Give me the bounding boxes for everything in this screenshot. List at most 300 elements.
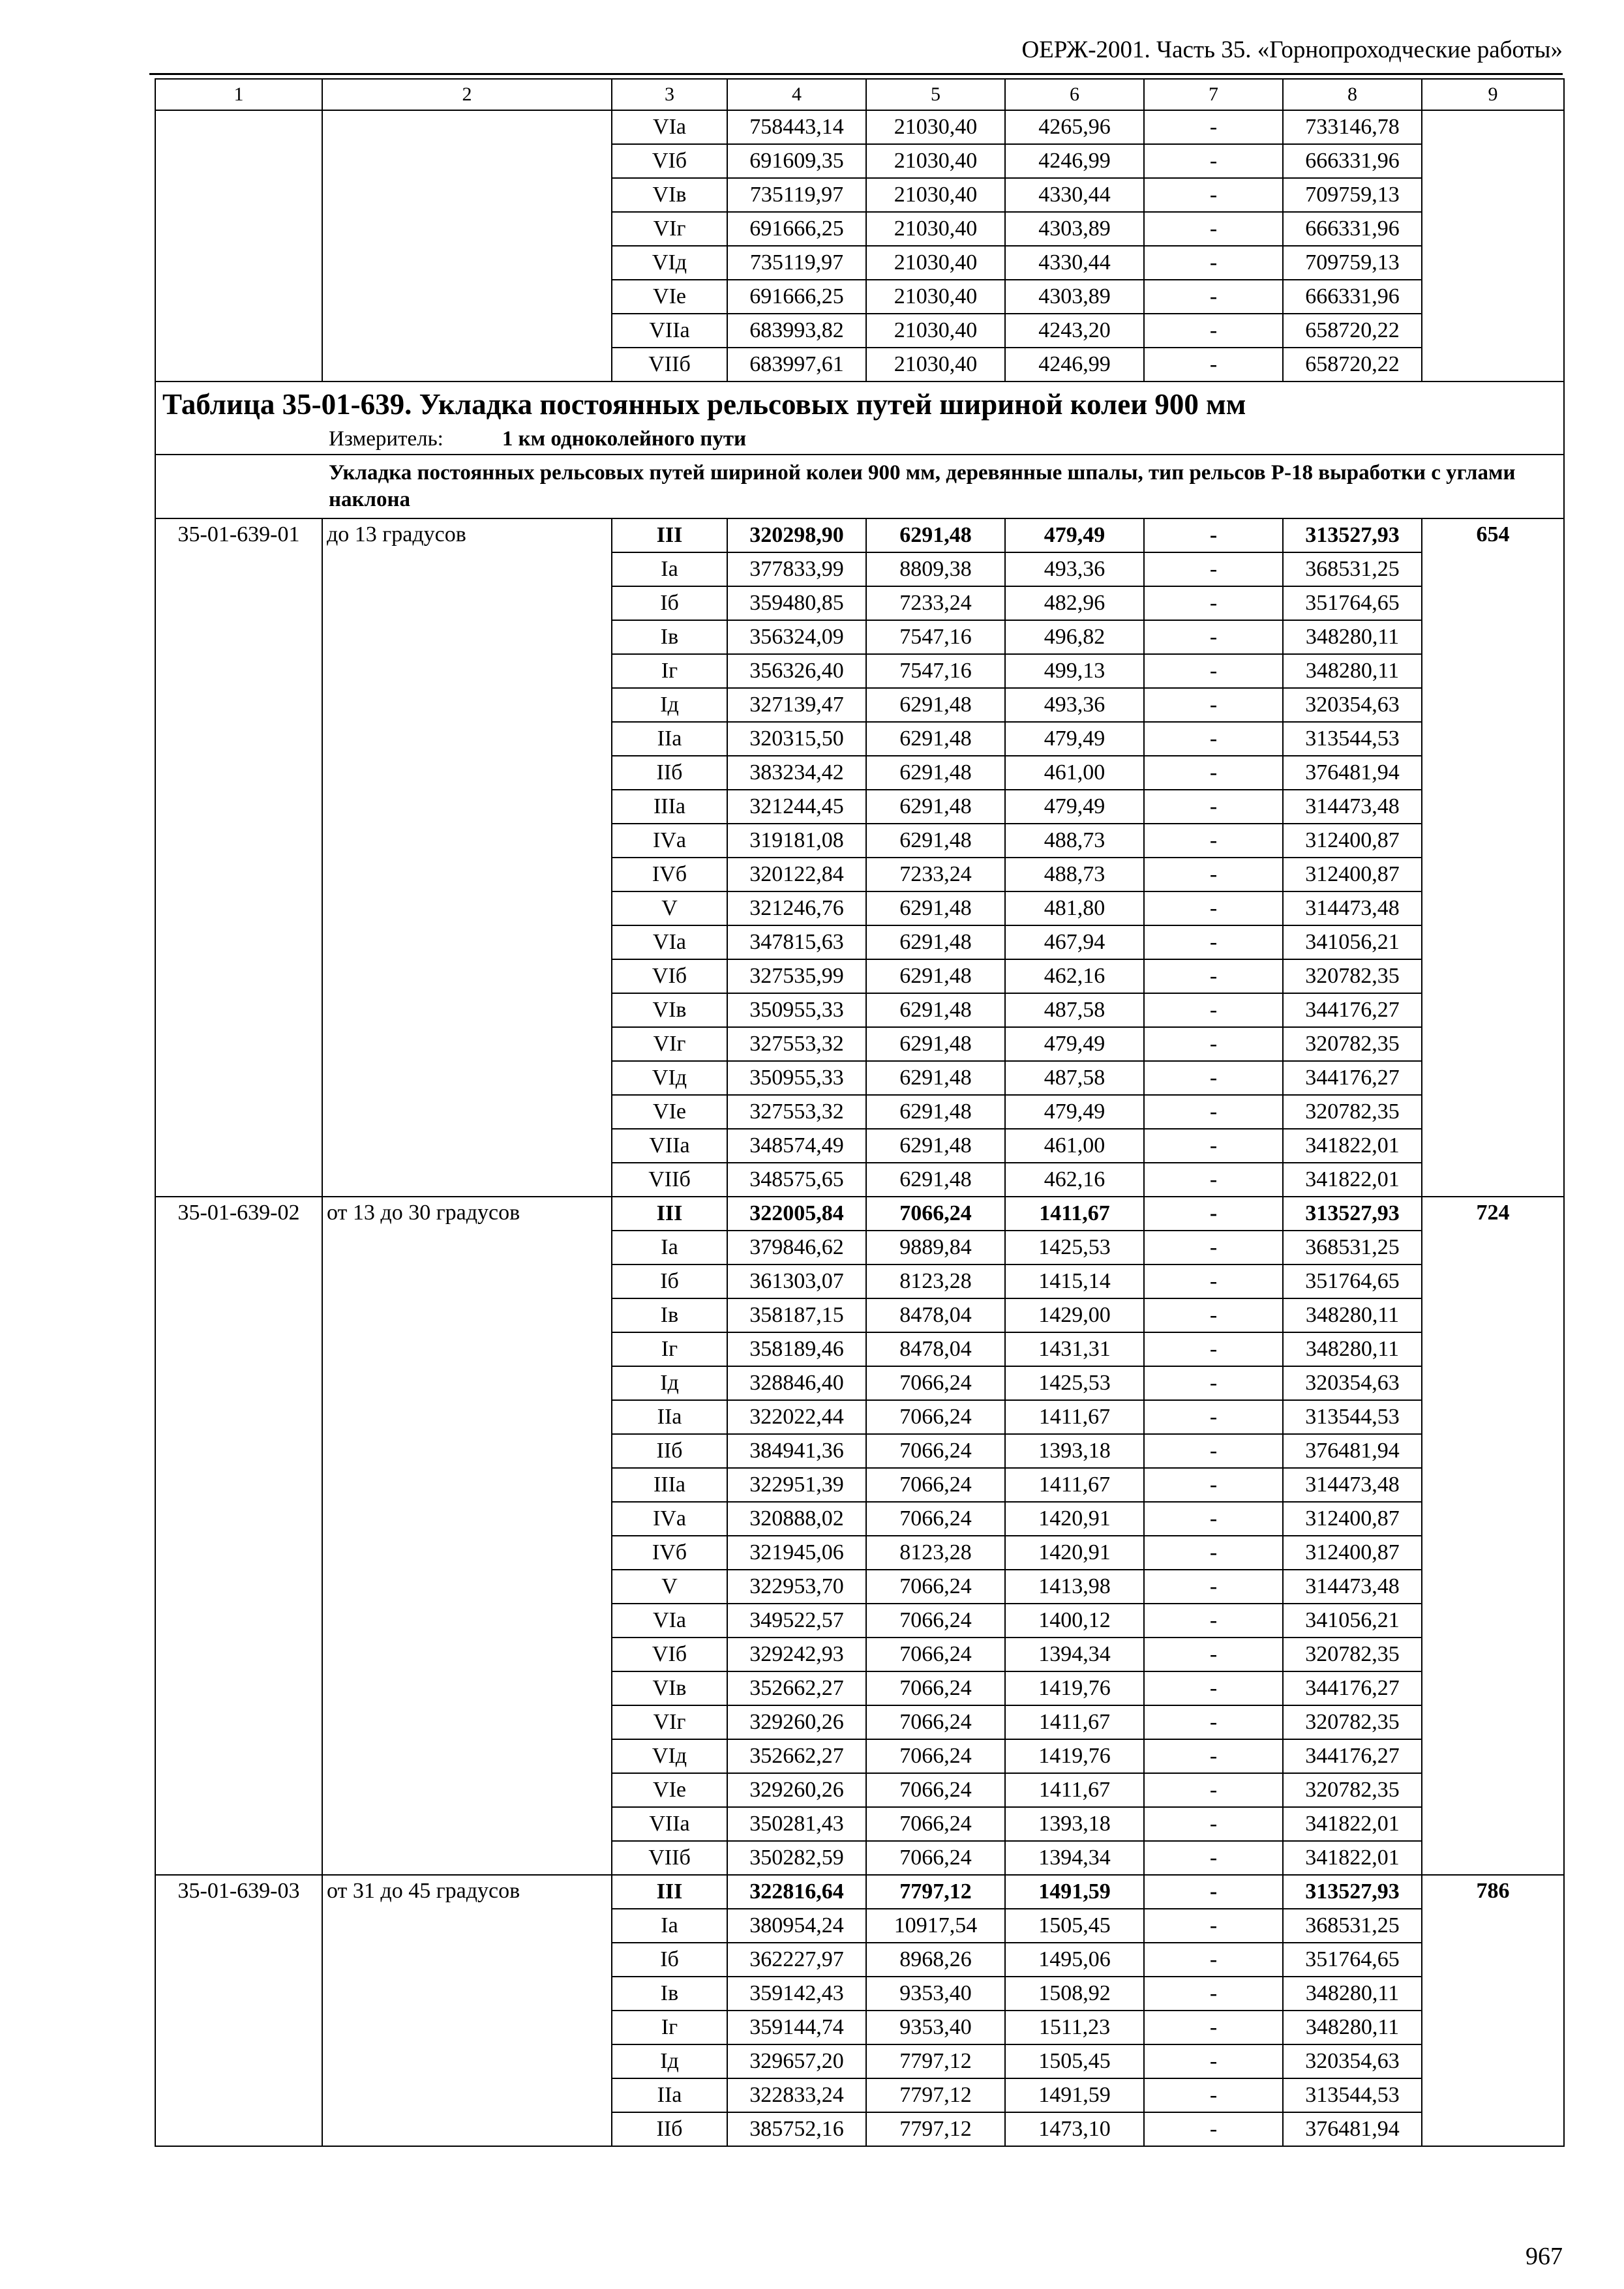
value-cell: 329260,26 (727, 1773, 866, 1807)
value-cell: - (1144, 1163, 1283, 1197)
value-cell: Iб (612, 1943, 727, 1977)
value-cell: 658720,22 (1283, 314, 1422, 348)
value-cell: 9353,40 (866, 2011, 1005, 2044)
value-cell: 1505,45 (1005, 1909, 1144, 1943)
value-cell: - (1144, 688, 1283, 722)
value-cell: - (1144, 144, 1283, 178)
value-cell: - (1144, 654, 1283, 688)
value-cell: 21030,40 (866, 280, 1005, 314)
value-cell: 384941,36 (727, 1434, 866, 1468)
extra-cell (1422, 110, 1564, 382)
value-cell: 1508,92 (1005, 1977, 1144, 2011)
value-cell: - (1144, 1061, 1283, 1095)
value-cell: VIг (612, 212, 727, 246)
value-cell: 461,00 (1005, 756, 1144, 790)
value-cell: 462,16 (1005, 1163, 1144, 1197)
value-cell: - (1144, 1638, 1283, 1671)
value-cell: 322816,64 (727, 1875, 866, 1909)
value-cell: 359144,74 (727, 2011, 866, 2044)
value-cell: 4243,20 (1005, 314, 1144, 348)
value-cell: - (1144, 1570, 1283, 1604)
value-cell: 328846,40 (727, 1366, 866, 1400)
value-cell: 329242,93 (727, 1638, 866, 1671)
value-cell: - (1144, 1705, 1283, 1739)
extra-cell: 654 (1422, 518, 1564, 1197)
value-cell: 9889,84 (866, 1231, 1005, 1264)
value-cell: 8123,28 (866, 1536, 1005, 1570)
value-cell: 314473,48 (1283, 790, 1422, 824)
value-cell: 1491,59 (1005, 1875, 1144, 1909)
value-cell: 666331,96 (1283, 212, 1422, 246)
value-cell: 8478,04 (866, 1298, 1005, 1332)
value-cell: 733146,78 (1283, 110, 1422, 144)
value-cell: 356324,09 (727, 620, 866, 654)
value-cell: 1400,12 (1005, 1604, 1144, 1638)
value-cell: 1411,67 (1005, 1197, 1144, 1231)
value-cell: 358187,15 (727, 1298, 866, 1332)
value-cell: - (1144, 552, 1283, 586)
value-cell: 21030,40 (866, 110, 1005, 144)
value-cell: 488,73 (1005, 858, 1144, 891)
value-cell: 1425,53 (1005, 1231, 1144, 1264)
value-cell: 362227,97 (727, 1943, 866, 1977)
value-cell: Iб (612, 1264, 727, 1298)
value-cell: 7066,24 (866, 1400, 1005, 1434)
value-cell: 350955,33 (727, 1061, 866, 1095)
value-cell: 1419,76 (1005, 1739, 1144, 1773)
value-cell: 312400,87 (1283, 858, 1422, 891)
value-cell: VIа (612, 925, 727, 959)
value-cell: 352662,27 (727, 1671, 866, 1705)
value-cell: 7066,24 (866, 1671, 1005, 1705)
value-cell: 383234,42 (727, 756, 866, 790)
column-number: 5 (866, 79, 1005, 110)
value-cell: - (1144, 722, 1283, 756)
value-cell: 320782,35 (1283, 1773, 1422, 1807)
value-cell: - (1144, 1095, 1283, 1129)
code-cell: 35-01-639-03 (155, 1875, 322, 2146)
value-cell: 1420,91 (1005, 1502, 1144, 1536)
value-cell: 352662,27 (727, 1739, 866, 1773)
header-rule (149, 73, 1563, 75)
value-cell: 327535,99 (727, 959, 866, 993)
extra-cell: 724 (1422, 1197, 1564, 1875)
desc-cell (322, 110, 612, 382)
column-number-row (155, 79, 1564, 110)
value-cell: - (1144, 586, 1283, 620)
desc-cell: от 13 до 30 градусов (322, 1197, 612, 1875)
value-cell: 499,13 (1005, 654, 1144, 688)
value-cell: 320782,35 (1283, 959, 1422, 993)
value-cell: 1411,67 (1005, 1400, 1144, 1434)
value-cell: 4265,96 (1005, 110, 1144, 144)
value-cell: 6291,48 (866, 1061, 1005, 1095)
value-cell: - (1144, 756, 1283, 790)
value-cell: 314473,48 (1283, 891, 1422, 925)
value-cell: 6291,48 (866, 1027, 1005, 1061)
value-cell: 4246,99 (1005, 348, 1144, 382)
value-cell: VIа (612, 110, 727, 144)
value-cell: 7066,24 (866, 1705, 1005, 1739)
column-number: 8 (1283, 79, 1422, 110)
value-cell: IVа (612, 1502, 727, 1536)
value-cell: 312400,87 (1283, 824, 1422, 858)
value-cell: VIIб (612, 1163, 727, 1197)
value-cell: 4246,99 (1005, 144, 1144, 178)
value-cell: III (612, 1875, 727, 1909)
value-cell: 348575,65 (727, 1163, 866, 1197)
value-cell: - (1144, 246, 1283, 280)
value-cell: 21030,40 (866, 348, 1005, 382)
value-cell: Iг (612, 2011, 727, 2044)
value-cell: 487,58 (1005, 993, 1144, 1027)
value-cell: 7066,24 (866, 1468, 1005, 1502)
measure-label: Измеритель: (329, 427, 444, 451)
value-cell: 481,80 (1005, 891, 1144, 925)
value-cell: 348280,11 (1283, 654, 1422, 688)
value-cell: 380954,24 (727, 1909, 866, 1943)
value-cell: - (1144, 348, 1283, 382)
value-cell: VIг (612, 1705, 727, 1739)
value-cell: Iв (612, 1298, 727, 1332)
value-cell: VIIб (612, 348, 727, 382)
value-cell: IVа (612, 824, 727, 858)
value-cell: VIв (612, 1671, 727, 1705)
value-cell: 1411,67 (1005, 1705, 1144, 1739)
table-row (155, 1875, 1564, 1909)
measure-row (155, 425, 1564, 455)
value-cell: 349522,57 (727, 1604, 866, 1638)
value-cell: 6291,48 (866, 688, 1005, 722)
value-cell: IIIа (612, 1468, 727, 1502)
value-cell: 348280,11 (1283, 1977, 1422, 2011)
value-cell: 1413,98 (1005, 1570, 1144, 1604)
value-cell: 344176,27 (1283, 1739, 1422, 1773)
value-cell: 350281,43 (727, 1807, 866, 1841)
value-cell: 344176,27 (1283, 1061, 1422, 1095)
value-cell: Iв (612, 1977, 727, 2011)
value-cell: 1505,45 (1005, 2044, 1144, 2078)
value-cell: 341822,01 (1283, 1163, 1422, 1197)
value-cell: 322005,84 (727, 1197, 866, 1231)
value-cell: 666331,96 (1283, 144, 1422, 178)
value-cell: 7797,12 (866, 2112, 1005, 2146)
value-cell: 348280,11 (1283, 1298, 1422, 1332)
value-cell: 350282,59 (727, 1841, 866, 1875)
value-cell: 379846,62 (727, 1231, 866, 1264)
value-cell: 7066,24 (866, 1604, 1005, 1638)
value-cell: 6291,48 (866, 925, 1005, 959)
value-cell: 356326,40 (727, 654, 866, 688)
table-title: Таблица 35-01-639. Укладка постоянных рельсовых путей шириной колеи 900 мм (155, 382, 1564, 425)
value-cell: - (1144, 2044, 1283, 2078)
value-cell: Iг (612, 654, 727, 688)
value-cell: 4330,44 (1005, 246, 1144, 280)
value-cell: 8123,28 (866, 1264, 1005, 1298)
value-cell: 479,49 (1005, 1095, 1144, 1129)
value-cell: 4330,44 (1005, 178, 1144, 212)
value-cell: 8809,38 (866, 552, 1005, 586)
value-cell: III (612, 518, 727, 552)
value-cell: 1419,76 (1005, 1671, 1144, 1705)
desc-cell: до 13 градусов (322, 518, 612, 1197)
value-cell: 320782,35 (1283, 1705, 1422, 1739)
value-cell: 322022,44 (727, 1400, 866, 1434)
value-cell: 322953,70 (727, 1570, 866, 1604)
value-cell: - (1144, 1264, 1283, 1298)
value-cell: 313544,53 (1283, 1400, 1422, 1434)
section-title: Укладка постоянных рельсовых путей шириной колеи 900 мм, деревянные шпалы, тип рельсов Р-18 выработки с углами наклона (155, 455, 1564, 518)
value-cell: VIа (612, 1604, 727, 1638)
value-cell: 6291,48 (866, 790, 1005, 824)
value-cell: 9353,40 (866, 1977, 1005, 2011)
value-cell: 487,58 (1005, 1061, 1144, 1095)
value-cell: 493,36 (1005, 552, 1144, 586)
value-cell: - (1144, 1332, 1283, 1366)
value-cell: 7066,24 (866, 1841, 1005, 1875)
value-cell: V (612, 1570, 727, 1604)
value-cell: 6291,48 (866, 1095, 1005, 1129)
value-cell: Iа (612, 552, 727, 586)
value-cell: 7066,24 (866, 1739, 1005, 1773)
value-cell: - (1144, 1807, 1283, 1841)
value-cell: 320782,35 (1283, 1095, 1422, 1129)
value-cell: - (1144, 1434, 1283, 1468)
value-cell: - (1144, 1129, 1283, 1163)
value-cell: 7233,24 (866, 858, 1005, 891)
value-cell: 758443,14 (727, 110, 866, 144)
value-cell: - (1144, 824, 1283, 858)
value-cell: 467,94 (1005, 925, 1144, 959)
value-cell: 6291,48 (866, 891, 1005, 925)
value-cell: Iг (612, 1332, 727, 1366)
value-cell: 313527,93 (1283, 518, 1422, 552)
value-cell: - (1144, 1366, 1283, 1400)
value-cell: 1511,23 (1005, 2011, 1144, 2044)
value-cell: 361303,07 (727, 1264, 866, 1298)
value-cell: 358189,46 (727, 1332, 866, 1366)
value-cell: 8968,26 (866, 1943, 1005, 1977)
value-cell: 709759,13 (1283, 246, 1422, 280)
value-cell: 368531,25 (1283, 552, 1422, 586)
value-cell: 496,82 (1005, 620, 1144, 654)
value-cell: IIб (612, 1434, 727, 1468)
value-cell: 1420,91 (1005, 1536, 1144, 1570)
value-cell: 368531,25 (1283, 1231, 1422, 1264)
value-cell: 312400,87 (1283, 1536, 1422, 1570)
value-cell: - (1144, 1909, 1283, 1943)
value-cell: 312400,87 (1283, 1502, 1422, 1536)
value-cell: VIе (612, 1095, 727, 1129)
value-cell: 6291,48 (866, 993, 1005, 1027)
value-cell: VIIа (612, 1807, 727, 1841)
value-cell: 320782,35 (1283, 1638, 1422, 1671)
value-cell: - (1144, 1671, 1283, 1705)
value-cell: 8478,04 (866, 1332, 1005, 1366)
value-cell: 488,73 (1005, 824, 1144, 858)
value-cell: - (1144, 858, 1283, 891)
value-cell: 1393,18 (1005, 1434, 1144, 1468)
value-cell: - (1144, 280, 1283, 314)
value-cell: - (1144, 1977, 1283, 2011)
value-cell: 7797,12 (866, 1875, 1005, 1909)
column-number: 7 (1144, 79, 1283, 110)
value-cell: 377833,99 (727, 552, 866, 586)
value-cell: IVб (612, 1536, 727, 1570)
value-cell: 7233,24 (866, 586, 1005, 620)
value-cell: Iд (612, 688, 727, 722)
value-cell: 313544,53 (1283, 2078, 1422, 2112)
value-cell: 359142,43 (727, 1977, 866, 2011)
value-cell: - (1144, 1231, 1283, 1264)
value-cell: - (1144, 178, 1283, 212)
column-number: 2 (322, 79, 612, 110)
value-cell: 320782,35 (1283, 1027, 1422, 1061)
value-cell: - (1144, 1604, 1283, 1638)
table-row (155, 110, 1564, 144)
value-cell: III (612, 1197, 727, 1231)
value-cell: 350955,33 (727, 993, 866, 1027)
value-cell: - (1144, 1027, 1283, 1061)
value-cell: 320354,63 (1283, 688, 1422, 722)
value-cell: IVб (612, 858, 727, 891)
table-body (155, 79, 1564, 2146)
rates-table (155, 78, 1565, 2147)
value-cell: - (1144, 518, 1283, 552)
value-cell: - (1144, 925, 1283, 959)
value-cell: 385752,16 (727, 2112, 866, 2146)
value-cell: 21030,40 (866, 212, 1005, 246)
value-cell: - (1144, 1875, 1283, 1909)
value-cell: 462,16 (1005, 959, 1144, 993)
value-cell: 10917,54 (866, 1909, 1005, 1943)
value-cell: 21030,40 (866, 314, 1005, 348)
value-cell: - (1144, 1468, 1283, 1502)
value-cell: VIд (612, 246, 727, 280)
value-cell: 1411,67 (1005, 1468, 1144, 1502)
page-number: 967 (1526, 2243, 1563, 2270)
value-cell: 1393,18 (1005, 1807, 1144, 1841)
value-cell: 327139,47 (727, 688, 866, 722)
value-cell: 320298,90 (727, 518, 866, 552)
value-cell: - (1144, 2112, 1283, 2146)
value-cell: 1411,67 (1005, 1773, 1144, 1807)
value-cell: 314473,48 (1283, 1468, 1422, 1502)
value-cell: - (1144, 1739, 1283, 1773)
value-cell: 1415,14 (1005, 1264, 1144, 1298)
column-number: 9 (1422, 79, 1564, 110)
code-cell (155, 110, 322, 382)
value-cell: 6291,48 (866, 824, 1005, 858)
value-cell: 479,49 (1005, 1027, 1144, 1061)
value-cell: 6291,48 (866, 722, 1005, 756)
value-cell: VIд (612, 1061, 727, 1095)
value-cell: - (1144, 620, 1283, 654)
value-cell: 348280,11 (1283, 2011, 1422, 2044)
value-cell: 321945,06 (727, 1536, 866, 1570)
column-number: 3 (612, 79, 727, 110)
value-cell: 6291,48 (866, 1163, 1005, 1197)
value-cell: 7066,24 (866, 1773, 1005, 1807)
value-cell: 319181,08 (727, 824, 866, 858)
value-cell: 709759,13 (1283, 178, 1422, 212)
value-cell: 351764,65 (1283, 586, 1422, 620)
value-cell: 348280,11 (1283, 620, 1422, 654)
value-cell: 314473,48 (1283, 1570, 1422, 1604)
value-cell: 376481,94 (1283, 2112, 1422, 2146)
value-cell: - (1144, 314, 1283, 348)
desc-cell: от 31 до 45 градусов (322, 1875, 612, 2146)
value-cell: 376481,94 (1283, 756, 1422, 790)
value-cell: - (1144, 790, 1283, 824)
value-cell: 7797,12 (866, 2078, 1005, 2112)
value-cell: 327553,32 (727, 1095, 866, 1129)
value-cell: 479,49 (1005, 518, 1144, 552)
value-cell: 683993,82 (727, 314, 866, 348)
column-number: 6 (1005, 79, 1144, 110)
value-cell: VIIа (612, 1129, 727, 1163)
column-number: 1 (155, 79, 322, 110)
value-cell: 461,00 (1005, 1129, 1144, 1163)
value-cell: VIе (612, 1773, 727, 1807)
value-cell: 341822,01 (1283, 1129, 1422, 1163)
value-cell: 666331,96 (1283, 280, 1422, 314)
value-cell: 313527,93 (1283, 1197, 1422, 1231)
value-cell: 4303,89 (1005, 212, 1144, 246)
value-cell: 735119,97 (727, 246, 866, 280)
value-cell: V (612, 891, 727, 925)
value-cell: 341822,01 (1283, 1807, 1422, 1841)
value-cell: 321246,76 (727, 891, 866, 925)
value-cell: 479,49 (1005, 722, 1144, 756)
value-cell: VIд (612, 1739, 727, 1773)
value-cell: 348280,11 (1283, 1332, 1422, 1366)
value-cell: 368531,25 (1283, 1909, 1422, 1943)
value-cell: 320888,02 (727, 1502, 866, 1536)
value-cell: 1394,34 (1005, 1841, 1144, 1875)
value-cell: 691666,25 (727, 212, 866, 246)
value-cell: 329657,20 (727, 2044, 866, 2078)
value-cell: - (1144, 1536, 1283, 1570)
value-cell: - (1144, 1502, 1283, 1536)
code-cell: 35-01-639-01 (155, 518, 322, 1197)
value-cell: 7797,12 (866, 2044, 1005, 2078)
value-cell: 691609,35 (727, 144, 866, 178)
value-cell: 683997,61 (727, 348, 866, 382)
value-cell: - (1144, 2011, 1283, 2044)
value-cell: VIб (612, 144, 727, 178)
value-cell: VIв (612, 993, 727, 1027)
value-cell: 7066,24 (866, 1807, 1005, 1841)
value-cell: 6291,48 (866, 959, 1005, 993)
value-cell: VIб (612, 1638, 727, 1671)
value-cell: 313527,93 (1283, 1875, 1422, 1909)
value-cell: 7066,24 (866, 1366, 1005, 1400)
value-cell: IIа (612, 722, 727, 756)
value-cell: 735119,97 (727, 178, 866, 212)
value-cell: - (1144, 993, 1283, 1027)
value-cell: 344176,27 (1283, 1671, 1422, 1705)
value-cell: 7066,24 (866, 1638, 1005, 1671)
value-cell: 1429,00 (1005, 1298, 1144, 1332)
value-cell: 6291,48 (866, 518, 1005, 552)
value-cell: - (1144, 959, 1283, 993)
value-cell: 1491,59 (1005, 2078, 1144, 2112)
measure-value: 1 км одноколейного пути (502, 427, 747, 451)
value-cell: 7066,24 (866, 1502, 1005, 1536)
value-cell: VIб (612, 959, 727, 993)
value-cell: - (1144, 1943, 1283, 1977)
